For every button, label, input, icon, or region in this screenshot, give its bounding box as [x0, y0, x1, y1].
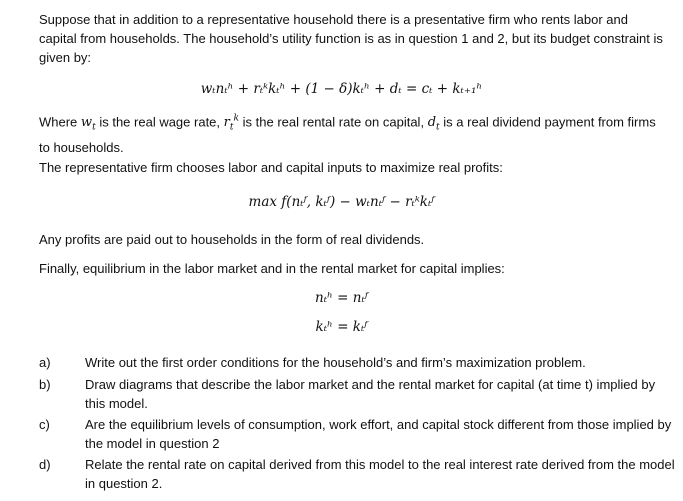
- where-paragraph: Where $w_t$ is the real wage rate, $r_t^k$ is the real rental rate on capital, $d_t$ is a real dividend payment from firms to households.: [39, 114, 656, 155]
- question-label: c): [39, 417, 50, 432]
- question-label: a): [39, 355, 51, 370]
- question-text: Are the equilibrium levels of consumption, work effort, and capital stock different from those implied by the model in question 2: [85, 417, 672, 451]
- budget-constraint-equation: [0, 81, 683, 97]
- question-text: Draw diagrams that describe the labor market and the rental market for capital (at time t) implied by this model.: [85, 377, 656, 411]
- profits-paragraph: Any profits are paid out to households in the form of real dividends.: [39, 232, 425, 247]
- question-text: Relate the rental rate on capital derived from this model to the real interest rate derived from the model in question 2.: [85, 457, 675, 491]
- profit-equation: [0, 194, 683, 210]
- question-label: d): [39, 457, 51, 472]
- question-text: Write out the first order conditions for the household’s and firm’s maximization problem.: [85, 355, 586, 370]
- profit-equation-text: max f(nₜᶠ, kₜᶠ) − wₜnₜᶠ − rₜᵏkₜᶠ: [248, 194, 435, 210]
- capital-market-equation: kₜʰ = kₜᶠ: [315, 319, 368, 335]
- question-label: b): [39, 377, 51, 392]
- labor-market-equation: nₜʰ = nₜᶠ: [315, 290, 368, 306]
- intro-paragraph: Suppose that in addition to a representative household there is a presentative firm who rents labor and capital from households. The household’s utility function is as in question 1 and 2, but its budget constraint is given by:: [39, 12, 663, 65]
- firm-paragraph: The representative firm chooses labor and capital inputs to maximize real profits:: [39, 160, 503, 175]
- budget-equation-text: wₜnₜʰ + rₜᵏkₜʰ + (1 − δ)kₜʰ + dₜ = cₜ + kₜ₊₁ʰ: [200, 81, 483, 97]
- equilibrium-paragraph: Finally, equilibrium in the labor market and in the rental market for capital implies:: [39, 261, 505, 276]
